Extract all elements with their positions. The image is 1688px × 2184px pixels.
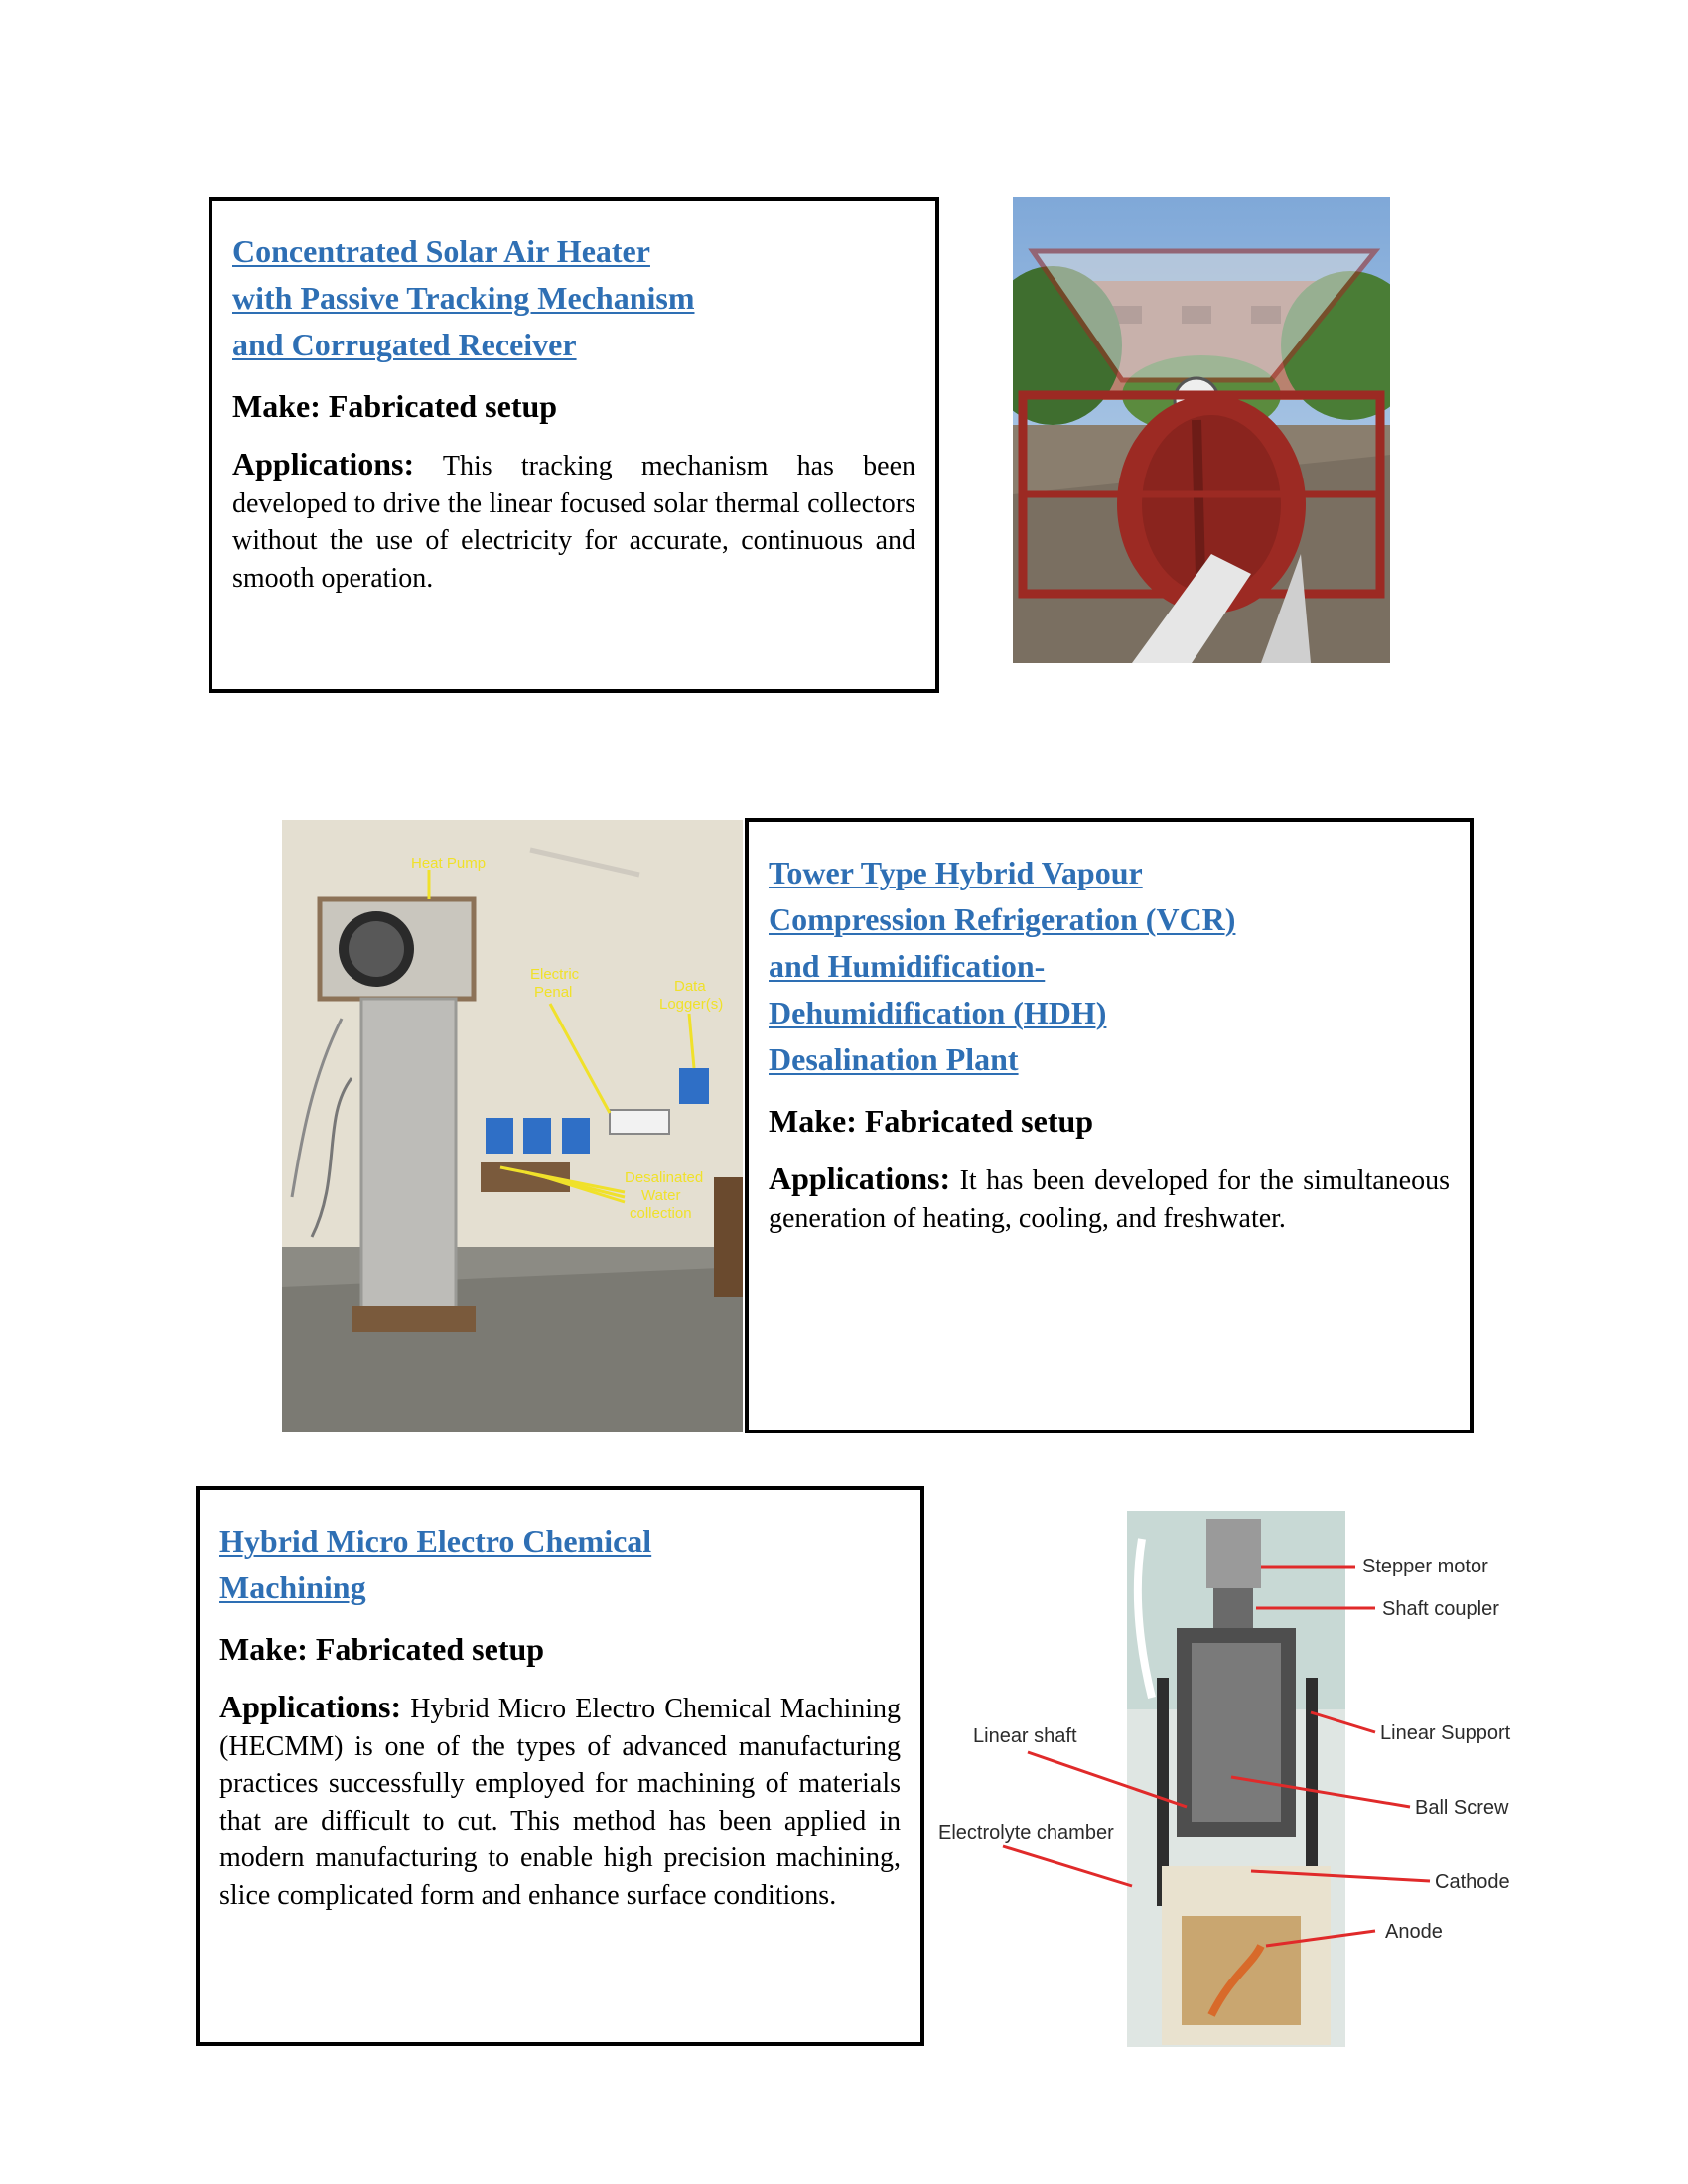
linear-shaft-label: Linear shaft bbox=[973, 1725, 1077, 1747]
stepper-motor-label: Stepper motor bbox=[1362, 1556, 1488, 1577]
heat-pump-label: Heat Pump bbox=[411, 855, 487, 872]
data-logger-label-line2: Logger(s) bbox=[659, 996, 724, 1013]
applications-label: Applications: bbox=[219, 1689, 402, 1724]
cathode-label: Cathode bbox=[1435, 1871, 1510, 1893]
applications-text: It has been developed for the simultaneous generation of heating, cooling, and freshwater. bbox=[769, 1165, 1451, 1234]
solar-heater-photo bbox=[1013, 197, 1390, 663]
entry-title-link[interactable]: Concentrated Solar Air Heater bbox=[232, 233, 650, 269]
entry-title-link[interactable]: Tower Type Hybrid Vapour bbox=[769, 855, 1143, 890]
desalinated-water-label-line2: Water bbox=[641, 1187, 681, 1204]
entry-title-link[interactable]: and Humidification- bbox=[769, 948, 1046, 984]
make-label: Make: Fabricated setup bbox=[769, 1103, 1094, 1139]
entry-content bbox=[219, 1518, 901, 1914]
applications-paragraph bbox=[232, 446, 915, 597]
desalinated-water-label-line3: collection bbox=[630, 1205, 692, 1222]
entry-content bbox=[769, 850, 1450, 1237]
anode-label: Anode bbox=[1385, 1921, 1443, 1943]
entry-title-link[interactable]: Hybrid Micro Electro Chemical bbox=[219, 1523, 652, 1559]
ball-screw-label: Ball Screw bbox=[1415, 1797, 1509, 1819]
applications-text: This tracking mechanism has been developed to drive the linear focused solar thermal collectors without the use of electricity for accurate, continuous and smooth operation. bbox=[232, 451, 916, 594]
applications-label: Applications: bbox=[232, 446, 415, 481]
applications-label: Applications: bbox=[769, 1160, 951, 1196]
hecmm-setup-photo bbox=[933, 1479, 1589, 2055]
linear-support-label: Linear Support bbox=[1380, 1722, 1511, 1744]
entry-title-link[interactable]: Machining bbox=[219, 1570, 366, 1605]
entry-card-hecmm bbox=[196, 1486, 924, 2046]
make-label: Make: Fabricated setup bbox=[232, 388, 558, 424]
applications-paragraph bbox=[769, 1160, 1450, 1237]
electrolyte-chamber-label: Electrolyte chamber bbox=[938, 1822, 1114, 1843]
applications-paragraph bbox=[219, 1689, 901, 1914]
data-logger-label-line1: Data bbox=[674, 978, 706, 995]
entry-card-solar-air-heater bbox=[209, 197, 939, 693]
electric-panel-label-line2: Penal bbox=[534, 984, 573, 1001]
entry-title-link[interactable]: Dehumidification (HDH) bbox=[769, 995, 1107, 1030]
applications-text: Hybrid Micro Electro Chemical Machining (HECMM) is one of the types of advanced manufacturing practices successfully employed for machining of materials that are difficult to cut. This method has been applied in modern manufacturing to enable high precision machining, slice complicated form and enhance surface conditions. bbox=[219, 1694, 902, 1911]
shaft-coupler-label: Shaft coupler bbox=[1382, 1598, 1499, 1620]
entry-content bbox=[232, 228, 915, 597]
make-label: Make: Fabricated setup bbox=[219, 1631, 545, 1667]
electric-panel-label-line1: Electric bbox=[530, 966, 580, 983]
entry-title-link[interactable]: Compression Refrigeration (VCR) bbox=[769, 901, 1236, 937]
desalinated-water-label-line1: Desalinated bbox=[625, 1169, 704, 1186]
entry-title-link[interactable]: with Passive Tracking Mechanism bbox=[232, 280, 695, 316]
desalination-plant-photo bbox=[282, 820, 743, 1432]
entry-card-desalination-plant bbox=[745, 818, 1474, 1433]
entry-title-link[interactable]: Desalination Plant bbox=[769, 1041, 1019, 1077]
entry-title-link[interactable]: and Corrugated Receiver bbox=[232, 327, 577, 362]
